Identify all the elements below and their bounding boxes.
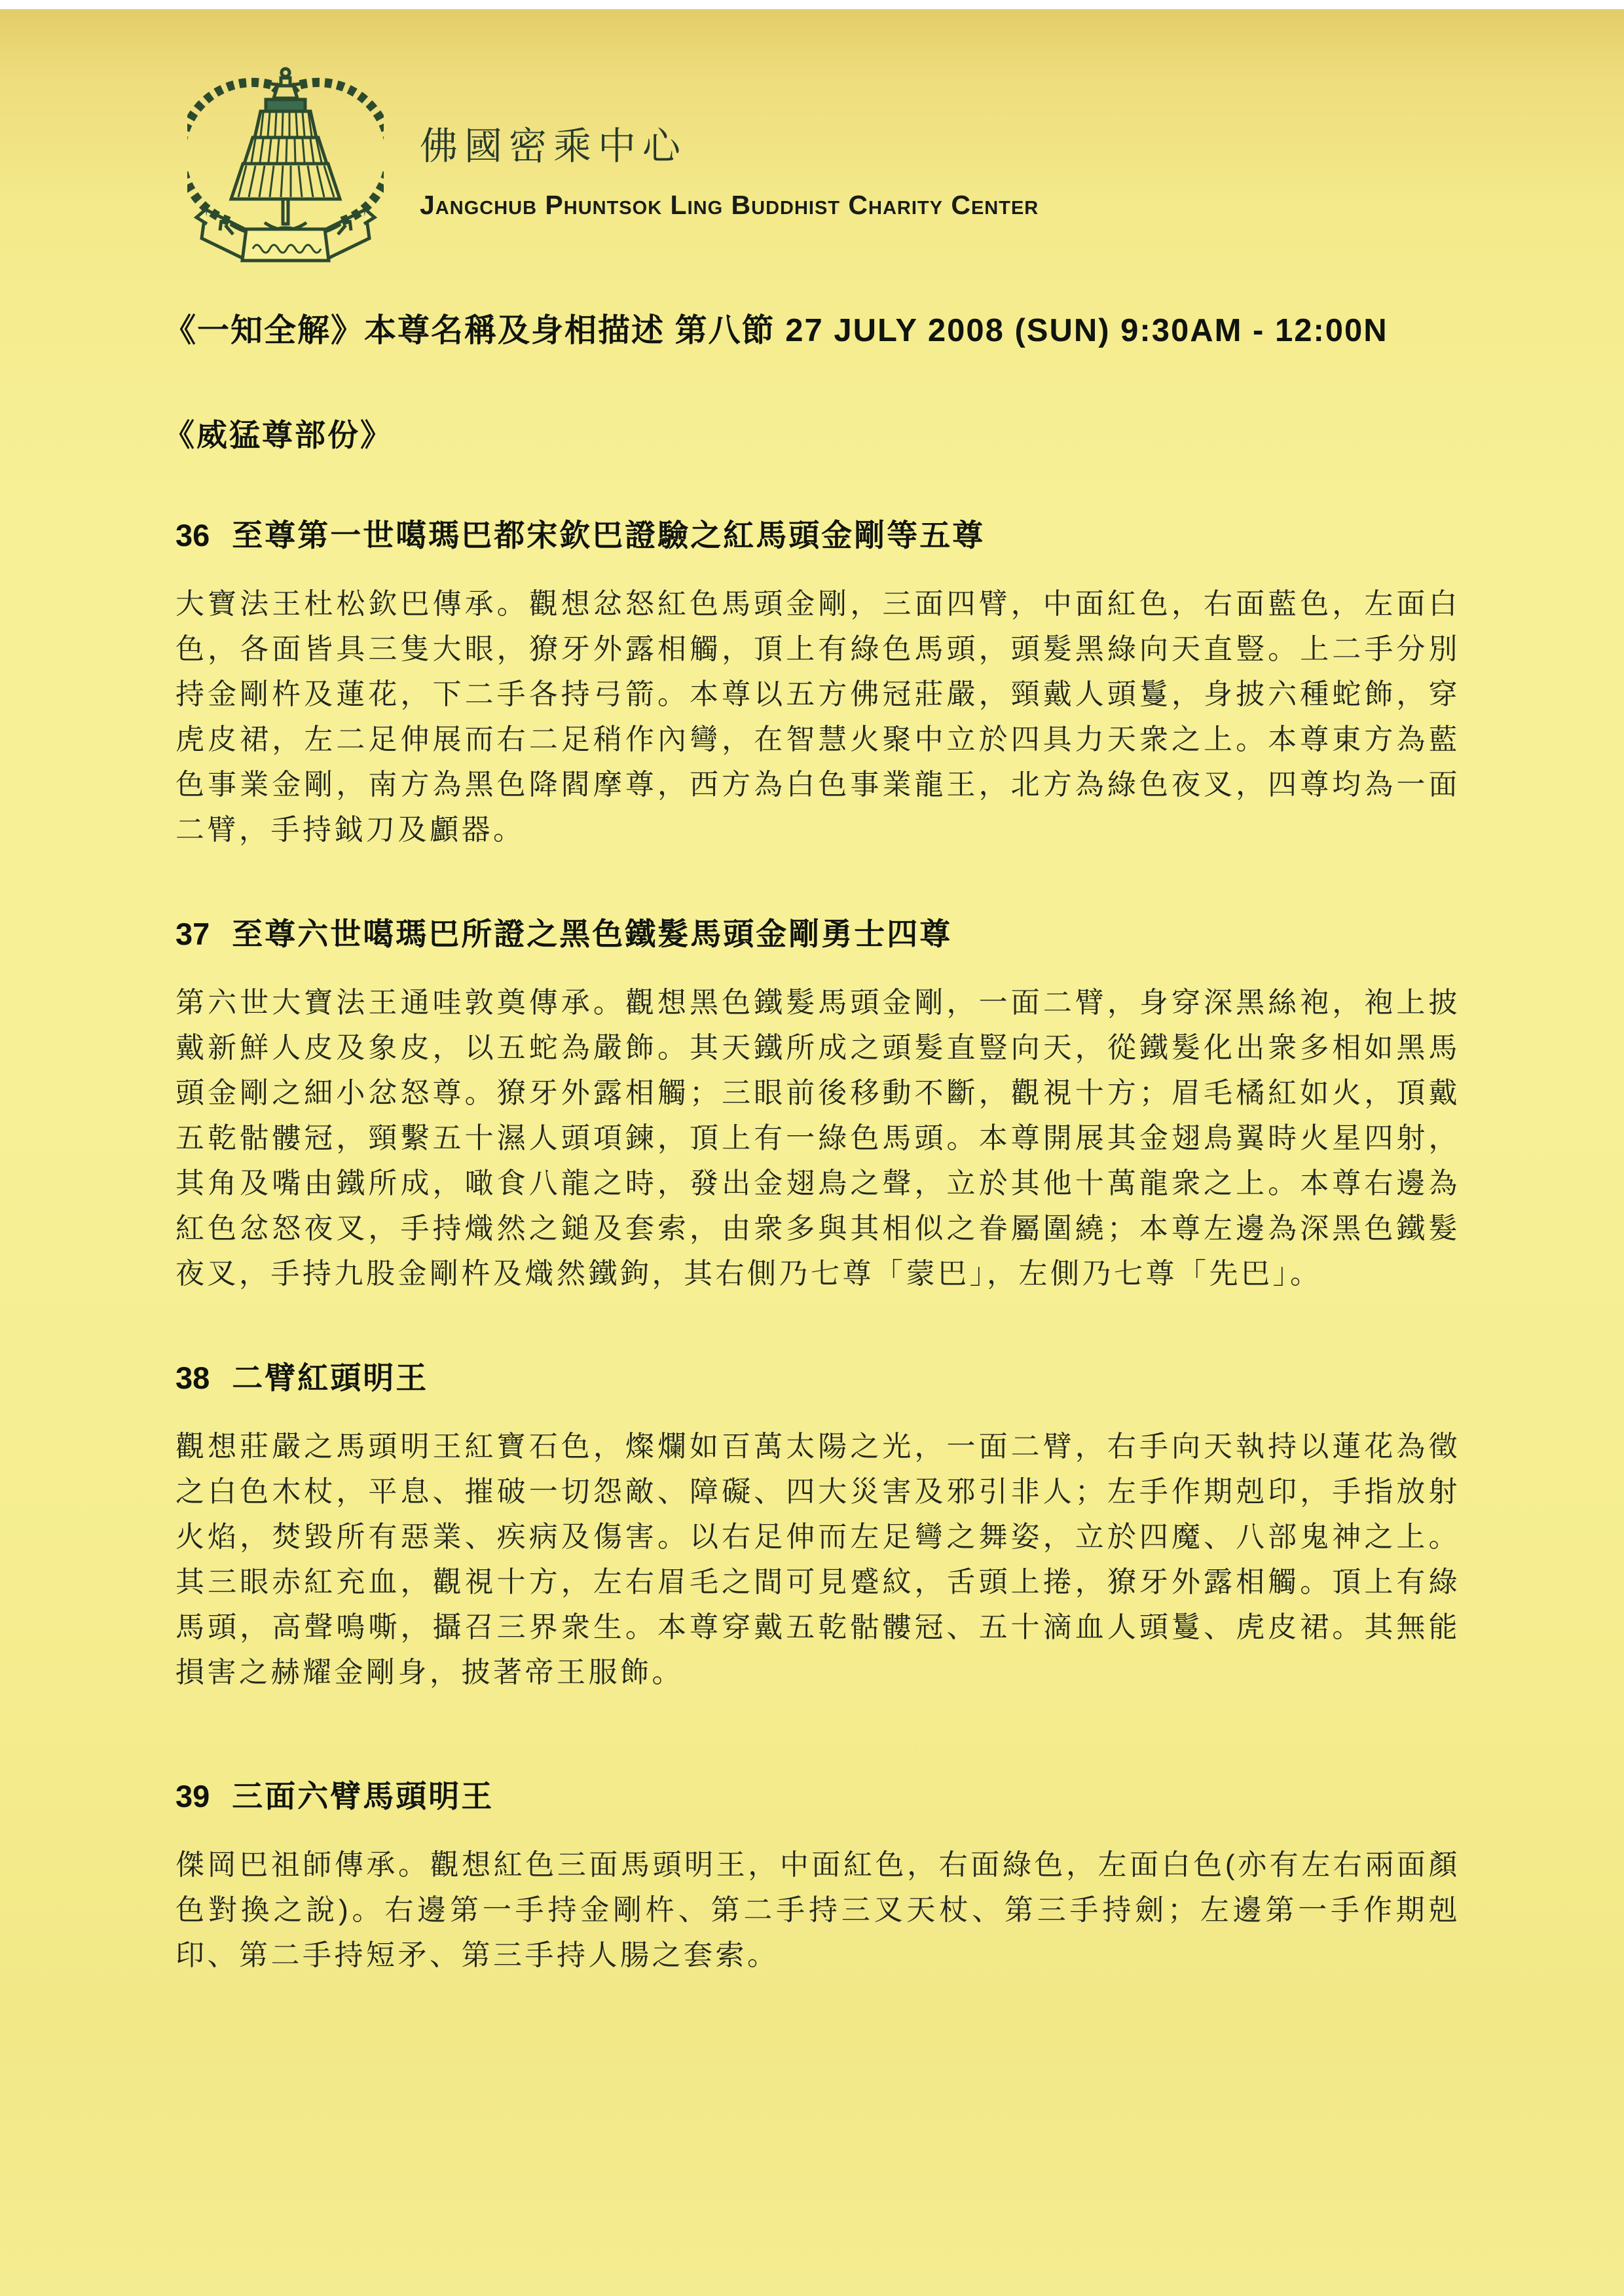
org-name-english: Jangchub Phuntsok Ling Buddhist Charity Center [420, 190, 1039, 220]
section-title-text: 二臂紅頭明王 [232, 1360, 429, 1395]
section-number: 38 [175, 1360, 210, 1395]
section-title-text: 至尊六世噶瑪巴所證之黑色鐵髮馬頭金剛勇士四尊 [232, 917, 953, 951]
section-body: 大寶法王杜松欽巴傳承。觀想忿怒紅色馬頭金剛，三面四臂，中面紅色，右面藍色，左面白色，各面皆具三隻大眼，獠牙外露相觸，頂上有綠色馬頭，頭髮黑綠向天直豎。上二手分別持金剛杵及蓮花，下二手各持弓箭。本尊以五方佛冠莊嚴，頸戴人頭鬘，身披六種蛇飾，穿虎皮裙，左二足伸展而右二足稍作內彎，在智慧火聚中立於四具力天衆之上。本尊東方為藍色事業金剛，南方為黑色降閻摩尊，西方為白色事業龍王，北方為綠色夜叉，四尊均為一面二臂，手持鉞刀及顱器。 [175, 588, 1460, 846]
section-title-text: 至尊第一世噶瑪巴都宋欽巴證驗之紅馬頭金剛等五尊 [232, 518, 986, 553]
section-heading [175, 1772, 1460, 1816]
section-number: 39 [175, 1779, 210, 1813]
section-38 [175, 1354, 1460, 1695]
stupa-wreath-emblem-icon [187, 64, 384, 280]
section-36 [175, 511, 1460, 852]
section-39 [175, 1772, 1460, 1978]
section-body: 觀想莊嚴之馬頭明王紅寶石色，燦爛如百萬太陽之光，一面二臂，右手向天執持以蓮花為徵之白色木杖，平息、摧破一切怨敵、障礙、四大災害及邪引非人；左手作期剋印，手指放射火焰，焚毀所有惡業、疾病及傷害。以右足伸而左足彎之舞姿，立於四魔、八部鬼神之上。其三眼赤紅充血，觀視十方，左右眉毛之間可見蹙紋，舌頭上捲，獠牙外露相觸。頂上有綠馬頭，高聲鳴嘶，攝召三界衆生。本尊穿戴五乾骷髏冠、五十滴血人頭鬘、虎皮裙。其無能損害之赫耀金剛身，披著帝王服飾。 [175, 1430, 1460, 1688]
center-logo [187, 64, 384, 280]
section-heading [175, 910, 1460, 954]
section-number: 37 [175, 917, 210, 951]
org-name-chinese: 佛國密乘中心 [420, 125, 688, 168]
section-heading [175, 511, 1460, 555]
section-title-text: 三面六臂馬頭明王 [232, 1779, 494, 1813]
section-body: 傑岡巴祖師傳承。觀想紅色三面馬頭明王，中面紅色，右面綠色，左面白色(亦有左右兩面顏色對換之說)。右邊第一手持金剛杵、第二手持三叉天杖、第三手持劍；左邊第一手作期剋印、第二手持短矛、第三手持人腸之套索。 [175, 1849, 1460, 1971]
section-body: 第六世大寶法王通哇敦奠傳承。觀想黑色鐵髮馬頭金剛，一面二臂，身穿深黑絲袍，袍上披戴新鮮人皮及象皮，以五蛇為嚴飾。其天鐵所成之頭髮直豎向天，從鐵髮化出衆多相如黑馬頭金剛之細小忿怒尊。獠牙外露相觸；三眼前後移動不斷，觀視十方；眉毛橘紅如火，頂戴五乾骷髏冠，頸繫五十濕人頭項鍊，頂上有一綠色馬頭。本尊開展其金翅鳥翼時火星四射，其角及嘴由鐵所成，噉食八龍之時，發出金翅鳥之聲，立於其他十萬龍衆之上。本尊右邊為紅色忿怒夜叉，手持熾然之鎚及套索，由衆多與其相似之眷屬圍繞；本尊左邊為深黑色鐵髮夜叉，手持九股金剛杵及熾然鐵鉤，其右側乃七尊「蒙巴」，左側乃七尊「先巴」。 [175, 987, 1460, 1290]
section-37 [175, 910, 1460, 1296]
letterhead [187, 64, 1460, 280]
document-subtitle: 《威猛尊部份》 [164, 418, 393, 452]
document-title: 《一知全解》本尊名稱及身相描述 第八節 27 JULY 2008 (SUN) 9:30AM - 12:00N [164, 313, 1388, 348]
section-heading [175, 1354, 1460, 1398]
scanned-page [0, 9, 1624, 2296]
section-number: 36 [175, 518, 210, 553]
